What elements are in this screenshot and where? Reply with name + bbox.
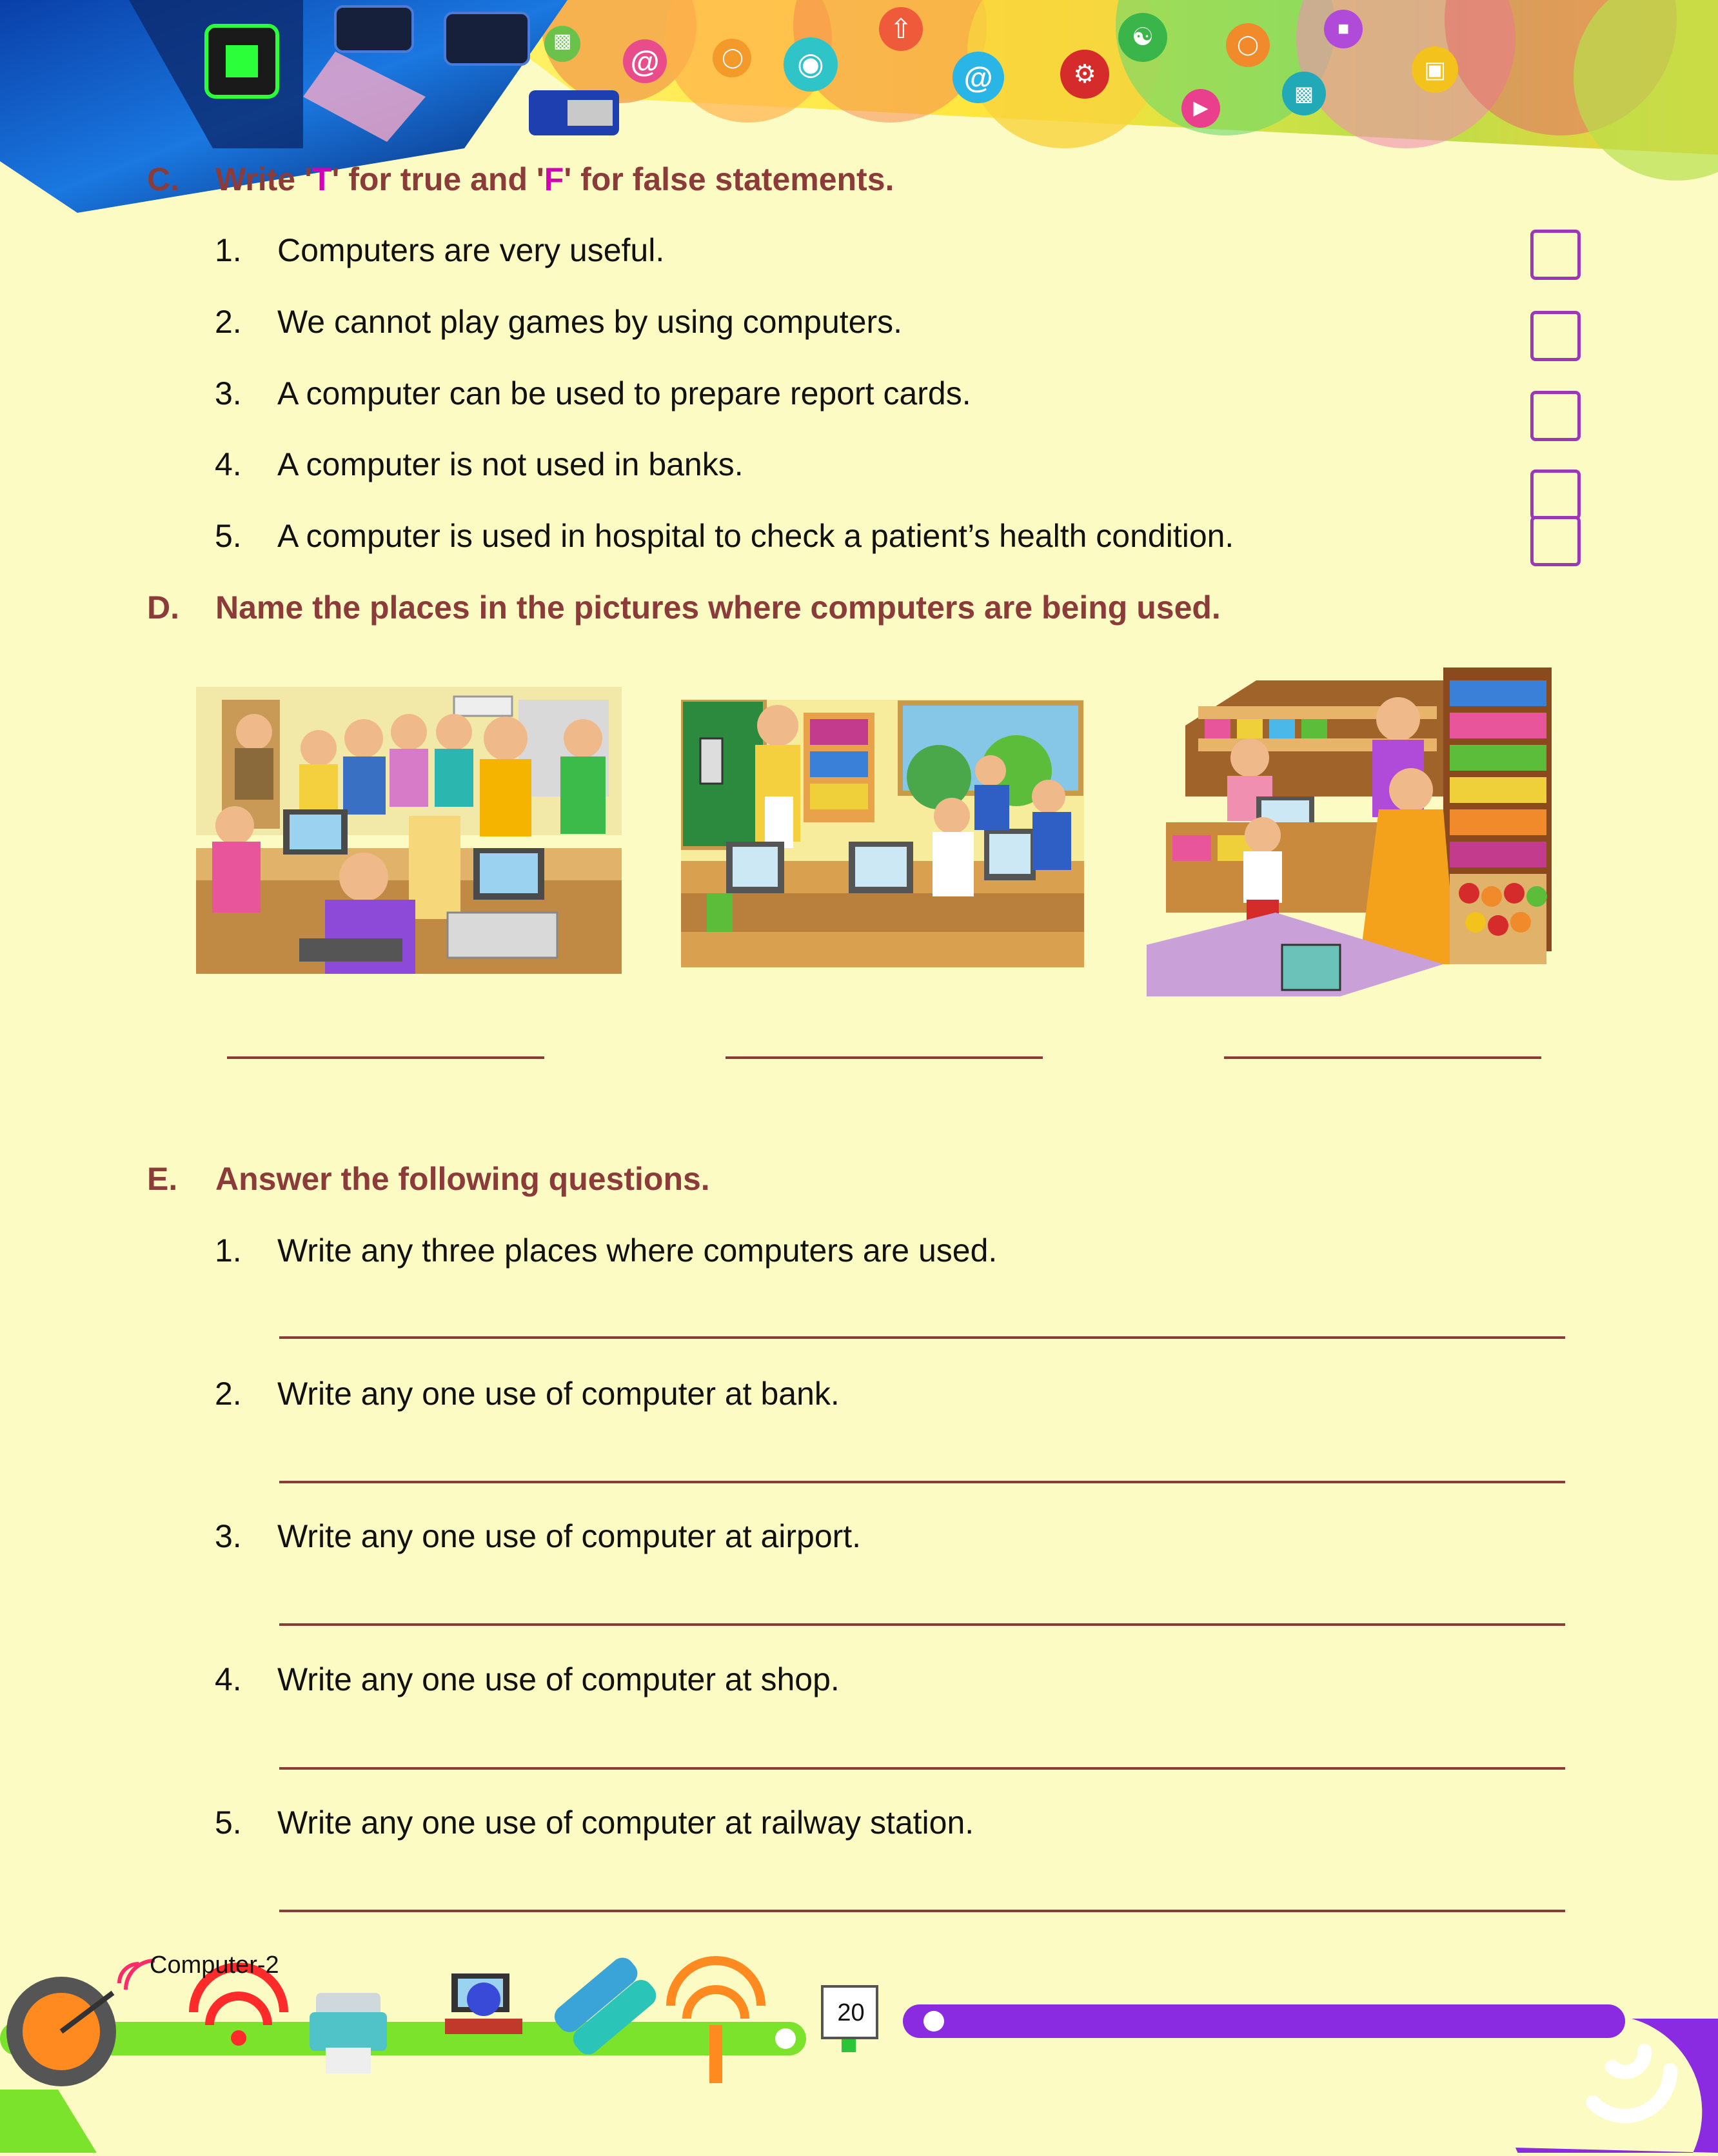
statement-text: We cannot play games by using computers. bbox=[277, 304, 903, 340]
answer-box-4[interactable] bbox=[1530, 470, 1581, 520]
picture-1-answer-line[interactable] bbox=[227, 1056, 544, 1059]
question-3-answer-line[interactable] bbox=[279, 1623, 1565, 1626]
title-part: ' for false statements. bbox=[564, 161, 894, 197]
at-icon: @ bbox=[963, 61, 993, 94]
statement-number: 2. bbox=[215, 304, 242, 340]
question-number: 2. bbox=[215, 1376, 242, 1412]
answer-box-5[interactable] bbox=[1530, 516, 1581, 566]
statement-number: 4. bbox=[215, 446, 242, 482]
question-5-answer-line[interactable] bbox=[279, 1910, 1565, 1912]
shop-scene-graphic bbox=[1147, 668, 1552, 996]
computer-lab-scene-graphic bbox=[681, 700, 1084, 967]
section-e-title: Answer the following questions. bbox=[215, 1161, 710, 1197]
picture-3-answer-line[interactable] bbox=[1224, 1056, 1541, 1059]
book-label: Computer-2 bbox=[150, 1952, 279, 1979]
title-part: Write ' bbox=[215, 161, 312, 197]
statement-text: Computers are very useful. bbox=[277, 232, 665, 268]
at-icon: @ bbox=[630, 45, 660, 78]
question-text: Write any one use of computer at bank. bbox=[277, 1376, 840, 1412]
answer-box-1[interactable] bbox=[1530, 230, 1581, 280]
question-number: 3. bbox=[215, 1518, 242, 1554]
mouse-icon: ◯ bbox=[722, 47, 744, 68]
question-4-answer-line[interactable] bbox=[279, 1767, 1565, 1770]
question-1-answer-line[interactable] bbox=[279, 1336, 1565, 1339]
answer-box-2[interactable] bbox=[1530, 311, 1581, 361]
bank-scene-graphic bbox=[196, 687, 622, 974]
question-number: 5. bbox=[215, 1805, 242, 1841]
monitor-icon: ▣ bbox=[1423, 56, 1446, 83]
question-number: 4. bbox=[215, 1661, 242, 1697]
question-text: Write any one use of computer at shop. bbox=[277, 1661, 840, 1697]
gears-icon: ⚙ bbox=[1073, 60, 1096, 88]
statement-text: A computer is used in hospital to check a patient’s health condition. bbox=[277, 518, 1234, 554]
statement-text: A computer is not used in banks. bbox=[277, 446, 744, 482]
mouse-icon: ◯ bbox=[1237, 34, 1259, 55]
question-text: Write any one use of computer at airport. bbox=[277, 1518, 862, 1554]
shop-picture bbox=[1147, 668, 1552, 996]
picture-2-answer-line[interactable] bbox=[726, 1056, 1043, 1059]
section-c-title bbox=[215, 160, 894, 199]
answer-box-3[interactable] bbox=[1530, 391, 1581, 441]
section-e-letter: E. bbox=[147, 1161, 178, 1197]
section-c-letter: C. bbox=[147, 161, 179, 197]
computer-lab-picture bbox=[681, 700, 1084, 967]
question-2-answer-line[interactable] bbox=[279, 1481, 1565, 1483]
bank-picture bbox=[196, 687, 622, 974]
question-number: 1. bbox=[215, 1232, 242, 1269]
statement-text: A computer can be used to prepare report cards. bbox=[277, 375, 971, 411]
globe-icon: ◉ bbox=[797, 47, 824, 81]
section-d-letter: D. bbox=[147, 589, 179, 626]
statement-number: 1. bbox=[215, 232, 242, 268]
title-part: ' for true and ' bbox=[331, 161, 544, 197]
false-letter: F bbox=[544, 161, 564, 197]
question-text: Write any one use of computer at railway station. bbox=[277, 1805, 974, 1841]
section-d-title: Name the places in the pictures where computers are being used. bbox=[215, 589, 1221, 626]
statement-number: 5. bbox=[215, 518, 242, 554]
true-letter: T bbox=[311, 161, 332, 197]
statement-number: 3. bbox=[215, 375, 242, 411]
chart-icon: ▩ bbox=[553, 30, 572, 52]
upload-icon: ⇧ bbox=[889, 14, 913, 44]
chart-icon: ▩ bbox=[1294, 82, 1314, 105]
folder-icon: ■ bbox=[1337, 18, 1350, 39]
question-text: Write any three places where computers are used. bbox=[277, 1232, 998, 1269]
gamepad-icon: ▶ bbox=[1193, 97, 1209, 119]
page-number: 20 bbox=[837, 1999, 865, 2026]
network-icon: ☯ bbox=[1131, 24, 1154, 51]
